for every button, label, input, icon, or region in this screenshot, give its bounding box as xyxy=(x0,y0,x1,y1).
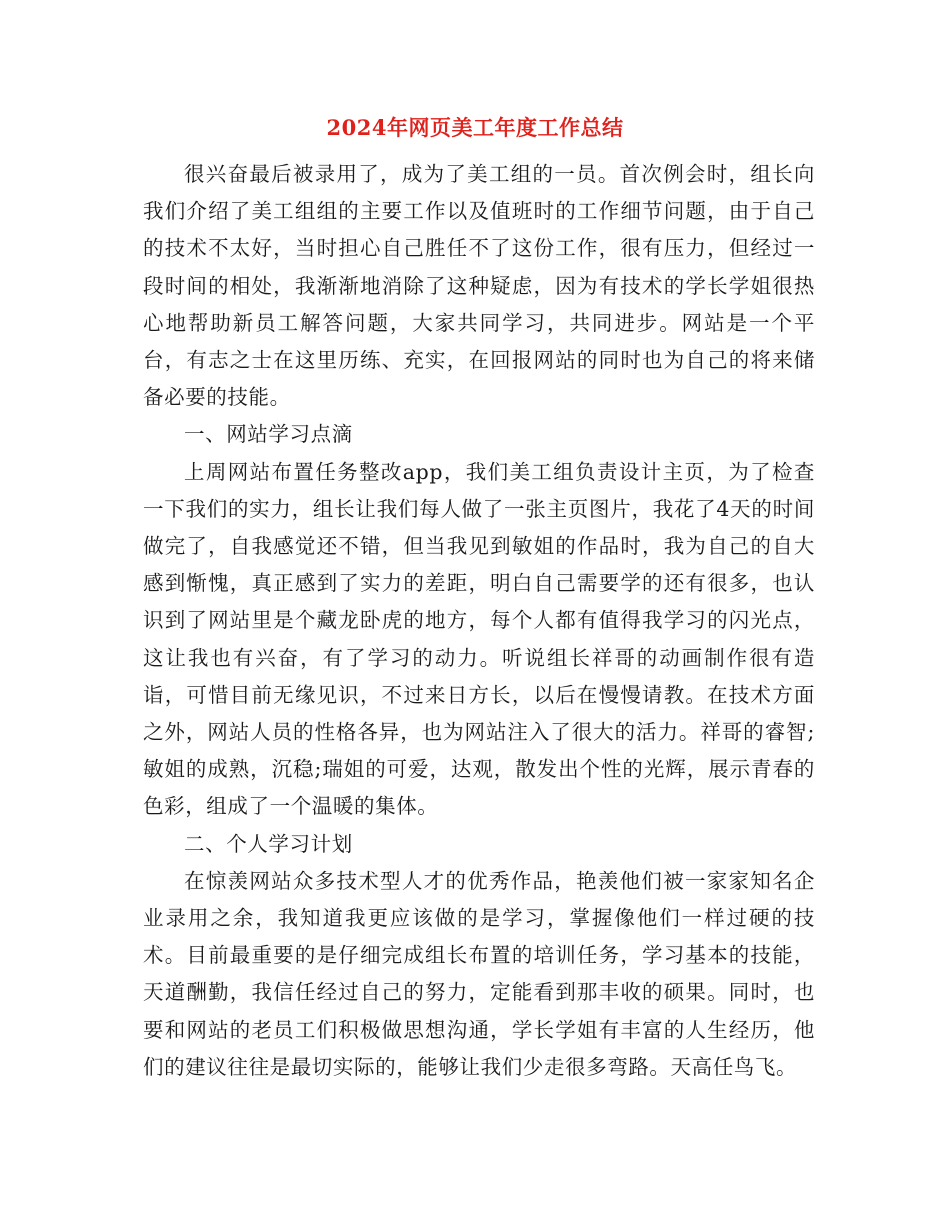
paragraph-section-2: 在惊羡网站众多技术型人才的优秀作品，艳羡他们被一家家知名企业录用之余，我知道我更应该做的是学习，掌握像他们一样过硬的技术。目前最重要的是仔细完成组长布置的培训任务，学习基本的技能，天道酬勤，我信任经过自己的努力，定能看到那丰收的硕果。同时，也要和网站的老员工们积极做思想沟通，学长学姐有丰富的人生经历，他们的建议往往是最切实际的，能够让我们少走很多弯路。天高任鸟飞。 xyxy=(143,868,815,1079)
paragraph-section-1: 上周网站布置任务整改app，我们美工组负责设计主页，为了检查一下我们的实力，组长让我们每人做了一张主页图片，我花了4天的时间做完了，自我感觉还不错，但当我见到敏姐的作品时，我为自己的自大感到惭愧，真正感到了实力的差距，明白自己需要学的还有很多，也认识到了网站里是个藏龙卧虎的地方，每个人都有值得我学习的闪光点，这让我也有兴奋，有了学习的动力。听说组长祥哥的动画制作很有造诣，可惜目前无缘见识，不过来日方长，以后在慢慢请教。在技术方面之外，网站人员的性格各异，也为网站注入了很大的活力。祥哥的睿智;敏姐的成熟，沉稳;瑞姐的可爱，达观，散发出个性的光辉，展示青春的色彩，组成了一个温暖的集体。 xyxy=(143,459,815,819)
document-title: 2024年网页美工年度工作总结 xyxy=(326,115,624,140)
document-body xyxy=(143,156,815,1086)
section-heading-2: 二、个人学习计划 xyxy=(184,831,353,856)
section-heading-1: 一、网站学习点滴 xyxy=(184,422,353,447)
paragraph-intro: 很兴奋最后被录用了，成为了美工组的一员。首次例会时，组长向我们介绍了美工组组的主要工作以及值班时的工作细节问题，由于自己的技术不太好，当时担心自己胜任不了这份工作，很有压力，但经过一段时间的相处，我渐渐地消除了这种疑虑，因为有技术的学长学姐很热心地帮助新员工解答问题，大家共同学习，共同进步。网站是一个平台，有志之士在这里历练、充实，在回报网站的同时也为自己的将来储备必要的技能。 xyxy=(143,162,815,410)
